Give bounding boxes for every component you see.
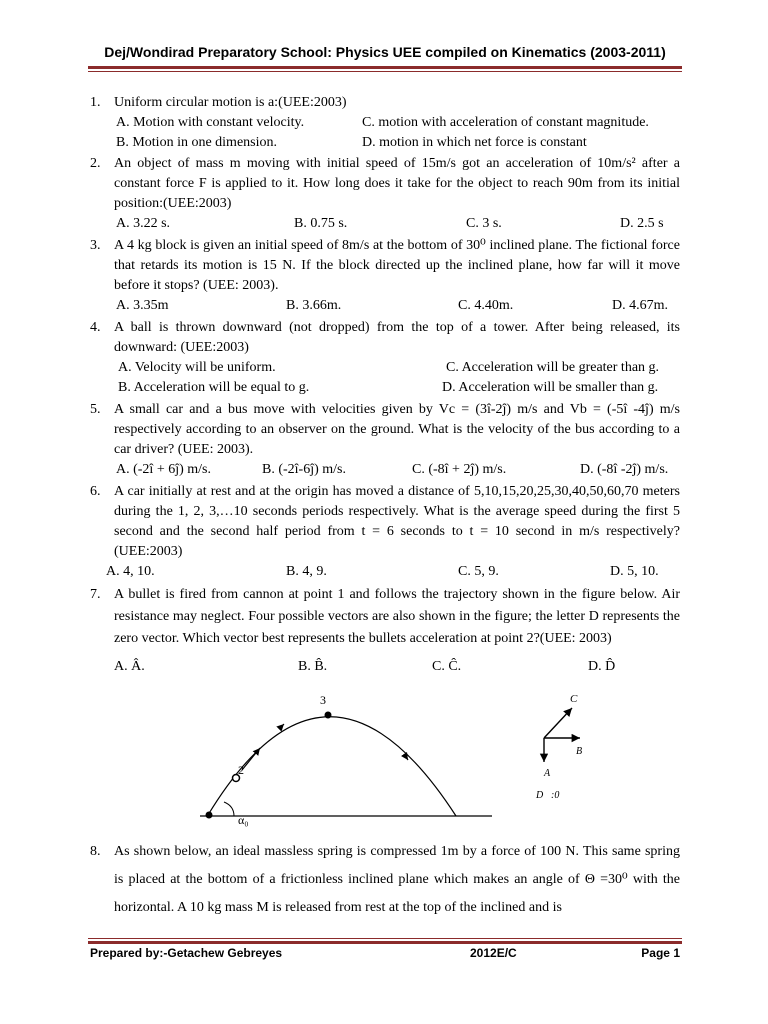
options-row bbox=[106, 562, 680, 582]
vector-c-arrow bbox=[544, 708, 572, 738]
point-1 bbox=[206, 812, 213, 819]
option-a: A. Velocity will be uniform. bbox=[118, 360, 276, 375]
option-d: D. 4.67m. bbox=[612, 298, 668, 313]
footer-page-number: Page 1 bbox=[641, 946, 680, 960]
option-d: D. 2.5 s bbox=[620, 216, 664, 231]
question-number: 3. bbox=[90, 238, 101, 253]
options-row bbox=[114, 358, 680, 378]
option-d: D. D̂ bbox=[588, 659, 616, 674]
option-c: C. 3 s. bbox=[466, 216, 502, 231]
option-c: C. Acceleration will be greater than g. bbox=[446, 360, 660, 375]
question-text: A car initially at rest and at the origin has moved a distance of 5,10,15,20,25,30,40,50,60,70 meters during the 1, 2, 3,…10 seconds periods respectively. What is the average speed during the first 5 second and the second half period from t = 6 seconds to t = 10 second in m/s respectively? (UEE:2003) bbox=[114, 484, 680, 559]
question-4 bbox=[90, 318, 680, 398]
point-3 bbox=[325, 712, 332, 719]
options-row bbox=[114, 656, 680, 678]
question-text: As shown below, an ideal massless spring is compressed 1m by a force of 100 N. This same spring is placed at the bottom of a frictionless inclined plane which makes an angle of Θ =30⁰ with the horizontal. A 10 kg mass M is released from rest at the top of the inclined and is bbox=[114, 844, 680, 915]
options-row bbox=[114, 133, 680, 153]
question-text: A bullet is fired from cannon at point 1 and follows the trajectory shown in the figure below. Air resistance may neglect. Four possible vectors are also shown in the figure; the letter D represents the zero vector. Which vector best represents the bullets acceleration at point 2?(UEE: 2003) bbox=[114, 587, 680, 646]
page-footer bbox=[90, 946, 680, 962]
option-b: B. 3.66m. bbox=[286, 298, 342, 313]
question-number: 4. bbox=[90, 320, 101, 335]
question-number: 7. bbox=[90, 587, 101, 602]
question-2 bbox=[90, 154, 680, 234]
question-6 bbox=[90, 482, 680, 582]
label-vector-a: A⃗ bbox=[544, 768, 558, 779]
label-angle: α₀ bbox=[238, 813, 249, 827]
question-number: 5. bbox=[90, 402, 101, 417]
question-1 bbox=[90, 93, 680, 153]
option-a: A. (-2î + 6ĵ) m/s. bbox=[116, 462, 211, 477]
option-c: C. 5, 9. bbox=[458, 564, 499, 579]
label-point-2: 2 bbox=[238, 763, 244, 777]
option-d: D. motion in which net force is constant bbox=[362, 135, 587, 150]
option-d: D. Acceleration will be smaller than g. bbox=[442, 380, 659, 395]
options-row bbox=[114, 378, 680, 398]
question-number: 2. bbox=[90, 156, 101, 171]
footer-author: Prepared by:-Getachew Gebreyes bbox=[90, 946, 283, 960]
option-b: B. B̂. bbox=[298, 659, 328, 674]
option-b: B. Motion in one dimension. bbox=[116, 135, 277, 150]
label-point-3: 3 bbox=[320, 693, 326, 707]
options-row bbox=[114, 460, 680, 480]
option-a: A. 3.22 s. bbox=[116, 216, 171, 231]
trajectory-figure bbox=[180, 688, 600, 830]
option-c: C. motion with acceleration of constant magnitude. bbox=[362, 115, 649, 130]
question-3 bbox=[90, 236, 680, 316]
question-text: An object of mass m moving with initial speed of 15m/s got an acceleration of 10m/s² after a constant force F is applied to it. How long does it take for the object to reach 90m from its initial position:(UEE:2003) bbox=[114, 156, 680, 211]
options-row bbox=[114, 214, 680, 234]
question-number: 1. bbox=[90, 95, 101, 110]
question-text: Uniform circular motion is a:(UEE:2003) bbox=[114, 95, 347, 110]
question-number: 6. bbox=[90, 484, 101, 499]
option-d: D. (-8î -2ĵ) m/s. bbox=[580, 462, 669, 477]
page-header: Dej/Wondirad Preparatory School: Physics UEE compiled on Kinematics (2003-2011) bbox=[104, 44, 666, 60]
header-rule-thick bbox=[88, 66, 682, 69]
footer-date: 2012E/C bbox=[470, 946, 517, 960]
option-b: B. 4, 9. bbox=[286, 564, 327, 579]
question-text: A ball is thrown downward (not dropped) from the top of a tower. After being released, its downward: (UEE:2003) bbox=[114, 320, 680, 355]
option-c: C. 4.40m. bbox=[458, 298, 514, 313]
option-a: A. Â. bbox=[114, 659, 145, 674]
option-c: C. (-8î + 2ĵ) m/s. bbox=[412, 462, 507, 477]
velocity-arrow-2 bbox=[242, 748, 260, 770]
question-text: A small car and a bus move with velocities given by Vc = (3î-2ĵ) m/s and Vb = (-5î -4ĵ) m/s respectively according to an observer on the ground. What is the velocity of the bus according to a car driver? (UEE: 2003). bbox=[114, 402, 680, 457]
angle-arc bbox=[224, 802, 234, 816]
option-a: A. 3.35m bbox=[116, 298, 169, 313]
question-8 bbox=[90, 838, 680, 922]
header-rule-thin bbox=[88, 71, 682, 72]
option-a: A. Motion with constant velocity. bbox=[116, 115, 305, 130]
option-a: A. 4, 10. bbox=[106, 564, 155, 579]
option-c: C. Ĉ. bbox=[432, 659, 462, 674]
options-row bbox=[114, 296, 680, 316]
label-vector-b: B⃗ bbox=[576, 746, 590, 757]
question-number: 8. bbox=[90, 844, 101, 859]
option-b: B. 0.75 s. bbox=[294, 216, 348, 231]
label-vector-d: D⃗:0 bbox=[536, 790, 560, 801]
question-5 bbox=[90, 400, 680, 480]
option-b: B. Acceleration will be equal to g. bbox=[118, 380, 310, 395]
question-7 bbox=[90, 584, 680, 678]
options-row bbox=[114, 113, 680, 133]
trajectory-arrow-up bbox=[280, 724, 284, 728]
option-d: D. 5, 10. bbox=[610, 564, 659, 579]
footer-rule-thick bbox=[88, 941, 682, 944]
option-b: B. (-2î-6ĵ) m/s. bbox=[262, 462, 346, 477]
question-text: A 4 kg block is given an initial speed of 8m/s at the bottom of 30⁰ inclined plane. The fictional force that retards its motion is 15 N. If the block directed up the inclined plane, how far will it move before it stops? (UEE: 2003). bbox=[114, 238, 680, 293]
label-vector-c: C⃗ bbox=[570, 693, 586, 705]
footer-rule-thin bbox=[88, 938, 682, 939]
